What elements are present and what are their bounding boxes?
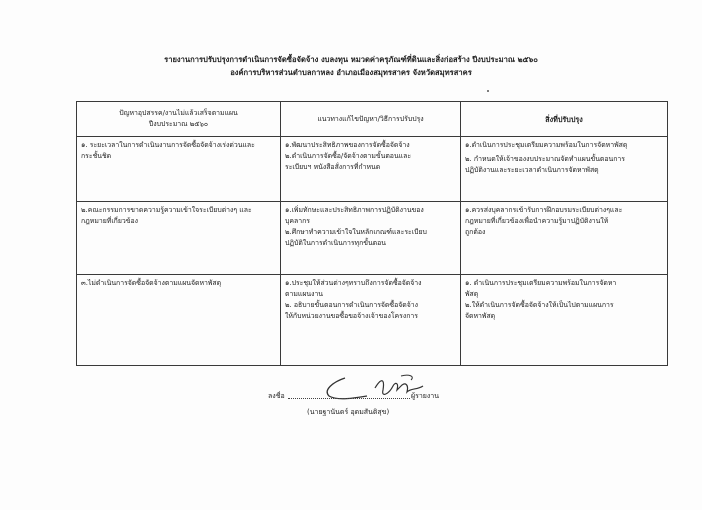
solution-cell [281, 202, 461, 275]
problem-line: ๒.คณะกรรมการขาดความรู้ความเข้าใจระเบียบต่างๆ และ [81, 206, 252, 214]
improvement-table [76, 101, 668, 366]
header-solutions: แนวทางแก้ไขปัญหา/วิธีการปรับปรุง [281, 102, 461, 137]
solution-line: ๑.ประชุมให้ส่วนต่างๆทราบถึงการจัดซื้อจัดจ้าง [285, 279, 422, 287]
improvement-line: ถูกต้อง [465, 228, 486, 236]
signer-role: ผู้รายงาน [411, 392, 440, 400]
improvement-line: ๒. กำหนดให้เจ้าของงบประมาณจัดทำแผนขั้นตอนการ [465, 155, 625, 163]
solution-line: บุคลากร [285, 217, 310, 225]
header-improvements: สิ่งที่ปรับปรุง [461, 102, 668, 137]
table-row [77, 137, 668, 202]
table-row [77, 275, 668, 366]
solution-line: ๒.ดำเนินการจัดซื้อ/จัดจ้างตามขั้นตอนและ [285, 152, 412, 160]
improvement-line: ๑. ดำเนินการประชุมเตรียมความพร้อมในการจัดหา [465, 279, 617, 287]
header-problems-line-2: ปีงบประมาณ ๒๕๖๐ [148, 120, 209, 128]
header-problems [77, 102, 281, 137]
solution-line: ๑.พัฒนาประสิทธิภาพของการจัดซื้อจัดจ้าง [285, 141, 410, 149]
report-title [0, 53, 702, 79]
improvement-line: ๑.ดำเนินการประชุมเตรียมความพร้อมในการจัดหาพัสดุ [465, 141, 628, 149]
improvement-line: ๑.ควรส่งบุคลากรเข้ารับการฝึกอบรมระเบียบต่างๆและ [465, 206, 623, 214]
solution-line: ๒.ศึกษาทำความเข้าใจในหลักเกณฑ์และระเบียบ [285, 228, 427, 236]
solution-cell [281, 137, 461, 202]
problem-cell [77, 202, 281, 275]
table-header-row [77, 102, 668, 137]
solution-line: ระเบียบฯ หนังสือสั่งการที่กำหนด [285, 163, 381, 171]
solution-line: ตามแผนงาน [285, 290, 324, 298]
solution-line: ๑.เพิ่มทักษะและประสิทธิภาพการปฏิบัติงานของ [285, 206, 424, 214]
improvement-cell [461, 275, 668, 366]
header-problems-line-1: ปัญหาอุปสรรค/งานไม่แล้วเสร็จตามแผน [119, 109, 238, 117]
problem-line: ๑. ระยะเวลาในการดำเนินงานการจัดซื้อจัดจ้างเร่งด่วนและ [81, 141, 255, 149]
table-row [77, 202, 668, 275]
improvement-line: ๒.ให้ดำเนินการจัดซื้อจัดจ้างให้เป็นไปตามแผนการ [465, 301, 614, 309]
sign-label: ลงชื่อ [268, 392, 285, 400]
problem-line: ๓.ไม่ดำเนินการจัดซื้อจัดจ้างตามแผนจัดหาพัสดุ [81, 279, 222, 287]
problem-line: กระชั้นชิด [81, 152, 112, 160]
signer-name: (นายฐานันดร์ อุดมสันติสุข) [307, 408, 390, 416]
improvement-line: พัสดุ [465, 290, 479, 298]
improvement-line: กฎหมายที่เกี่ยวข้องเพื่อนำความรู้มาปฏิบัติงานให้ [465, 217, 609, 225]
problem-line: กฎหมายที่เกี่ยวข้อง [81, 217, 138, 225]
problem-cell [77, 275, 281, 366]
solution-cell [281, 275, 461, 366]
stray-dot [487, 90, 489, 92]
improvement-line: ปฏิบัติงานและระยะเวลาดำเนินการจัดหาพัสดุ [465, 166, 599, 174]
signature-dotted-line [288, 398, 410, 399]
solution-line: ๒. อธิบายขั้นตอนการดำเนินการจัดซื้อจัดจ้าง [285, 301, 419, 309]
problem-cell [77, 137, 281, 202]
improvement-line: จัดหาพัสดุ [465, 312, 496, 320]
solution-line: ปฏิบัติในการดำเนินการทุกขั้นตอน [285, 239, 386, 247]
solution-line: ให้กับหน่วยงานขอซื้อขอจ้างเจ้าของโครงการ [285, 312, 418, 320]
improvement-cell [461, 202, 668, 275]
report-title-line-1: รายงานการปรับปรุงการดำเนินการจัดซื้อจัดจ้าง งบลงทุน หมวดค่าครุภัณฑ์ที่ดินและสิ่งก่อสร้าง ปีงบประมาณ ๒๕๖๐ [164, 55, 538, 64]
report-title-line-2: องค์การบริหารส่วนตำบลกาหลง อำเภอเมืองสมุทรสาคร จังหวัดสมุทรสาคร [230, 68, 472, 77]
improvement-cell [461, 137, 668, 202]
